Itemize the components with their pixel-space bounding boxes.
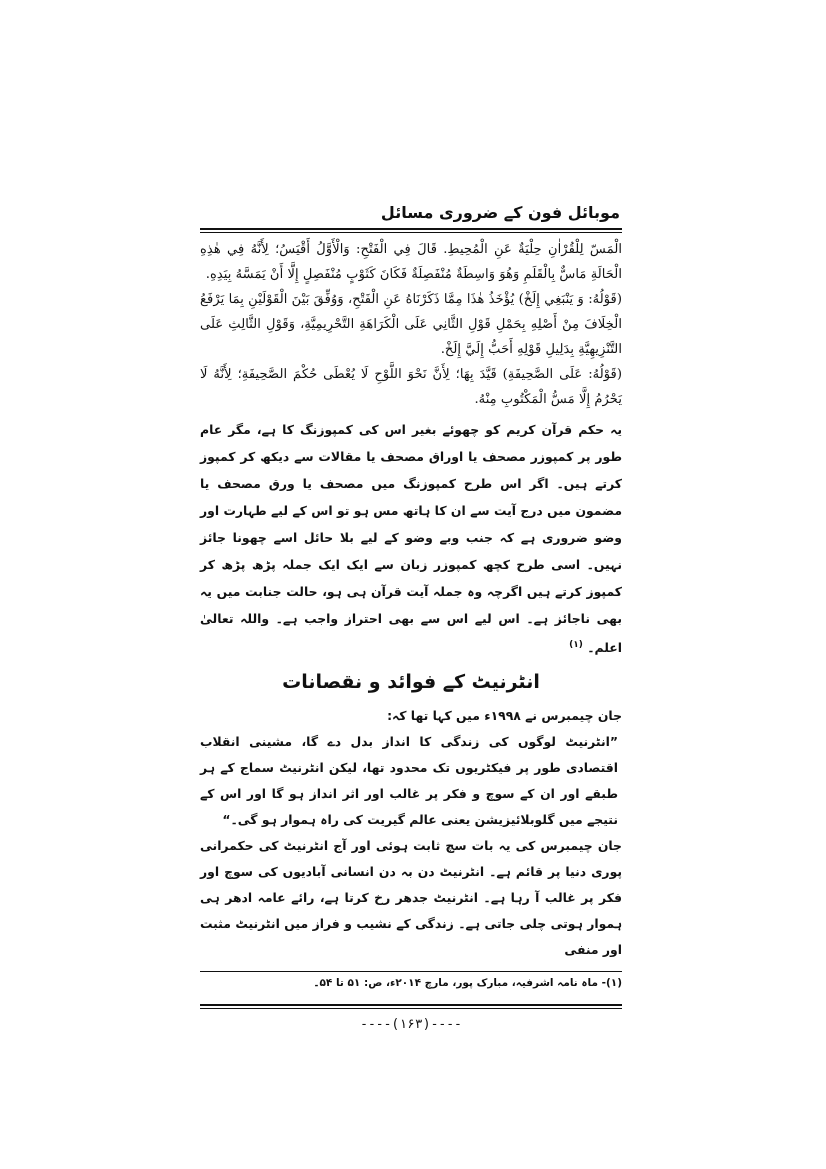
urdu-commentary bbox=[200, 416, 622, 661]
section-paragraph: جان چیمبرس کی یہ بات سچ ثابت ہوئی اور آج انٹرنیٹ کی حکمرانی پوری دنیا پر قائم ہے۔ انٹرنیٹ دن بہ دن انسانی آبادیوں کی سوچ اور فکر پر غالب آ رہا ہے۔ انٹرنیٹ جدھر رخ کرتا ہے، رائے عامہ ادھر ہی ہموار ہوتی چلی جاتی ہے۔ زندگی کے نشیب و فراز میں انٹرنیٹ مثبت اور منفی bbox=[200, 838, 622, 958]
quoted-paragraph: ”انٹرنیٹ لوگوں کی زندگی کا انداز بدل دے گا، مشینی انقلاب اقتصادی طور پر فیکٹریوں تک محدود تھا، لیکن انٹرنیٹ سماج کے ہر طبقے اور ان کے سوچ و فکر پر غالب اور اثر انداز ہو گا اور اس کے نتیجے میں گلوبلائیزیشن یعنی عالم گیریت کی راہ ہموار ہو گی۔“ bbox=[200, 734, 618, 828]
arabic-paragraph: (قَوْلُهُ: عَلَى الصَّحِيفَةِ) قَيَّدَ بِهَا؛ لِأَنَّ نَحْوَ اللَّوْحِ لَا يُعْطَى حُكْمَ الصَّحِيفَةِ؛ لِأَنَّهُ لَا يَحْرُمُ إِلَّا مَسُّ الْمَكْتُوبِ مِنْهُ. bbox=[200, 367, 622, 407]
arabic-quotation bbox=[200, 237, 622, 412]
section-heading: انٹرنیٹ کے فوائد و نقصانات bbox=[282, 671, 540, 694]
footnote: (۱)- ماہ نامہ اشرفیہ، مبارک پور، مارچ ۲۰۱۴ء، ص: ۵۱ تا ۵۴۔ bbox=[313, 977, 622, 990]
page-number: ----(۱۶۳)---- bbox=[360, 1017, 462, 1033]
footnote-marker: (۱) bbox=[569, 640, 583, 650]
arabic-paragraph: الْمَسّ لِلْقُرْاٰنِ حِلْيَةٌ عَنِ الْمُحِيطِ. قَالَ فِي الْفَتْحِ: وَالْأَوَّلُ أَقْيَسُ؛ لِأَنَّهُ فِي هٰذِهِ الْحَالَةِ مَاسٌّ بِالْقَلَمِ وَهُوَ وَاسِطَةٌ مُنْفَصِلَةٌ فَكَانَ كَثَوْبٍ مُنْفَصِلٍ إِلَّا أَنْ يَمَسَّهُ بِيَدِهِ. bbox=[200, 242, 622, 282]
section-paragraph: جان چیمبرس نے ۱۹۹۸ء میں کہا تھا کہ: bbox=[387, 708, 622, 724]
urdu-paragraph-text: یہ حکم قرآن کریم کو چھوئے بغیر اس کی کمپوزنگ کا ہے، مگر عام طور پر کمپوزر مصحف یا اوراق مصحف یا مقالات سے دیکھ کر کمپوز کرتے ہیں۔ اگر اس طرح کمپوزنگ میں مصحف یا ورق مصحف یا مضمون میں درج آیت سے ان کا ہاتھ مس ہو تو اس کے لیے طہارت اور وضو ضروری ہے کہ جنب وبے وضو کے لیے بلا حائل اسے چھونا جائز نہیں۔ اسی طرح کچھ کمپوزر زبان سے ایک ایک جملہ پڑھ پڑھ کر کمپوز کرتے ہیں اگرچہ وہ جملہ آیت قرآن ہی ہو، حالت جنابت میں یہ بھی ناجائز ہے۔ اس لیے اس سے بھی احتراز واجب ہے۔ واللہ تعالیٰ اعلم۔ bbox=[200, 422, 622, 656]
bottom-rule bbox=[200, 1004, 622, 1009]
header-rule bbox=[200, 228, 622, 233]
urdu-paragraph bbox=[200, 416, 622, 661]
arabic-paragraph: (قَوْلُهُ: وَ يَنْبَغِي إِلَخْ) يُؤْخَذُ هٰذَا مِمَّا ذَكَرْنَاهُ عَنِ الْفَتْحِ، وَوُفِّقَ بَيْنَ الْقَوْلَيْنِ بِمَا يَرْفَعُ الْخِلَافَ مِنْ أَصْلِهِ بِحَمْلِ قَوْلِ الثَّانِي عَلَى الْكَرَاهَةِ التَّحْرِيمِيَّةِ، وَقَوْلِ الثَّالِثِ عَلَى التَّنْزِيهِيَّةِ بِدَلِيلِ قَوْلِهِ أَحَبُّ إِلَيَّ إِلَخْ. bbox=[200, 292, 622, 357]
page bbox=[200, 200, 622, 1032]
running-header: موبائل فون کے ضروری مسائل bbox=[380, 203, 620, 222]
section-body bbox=[200, 703, 622, 963]
